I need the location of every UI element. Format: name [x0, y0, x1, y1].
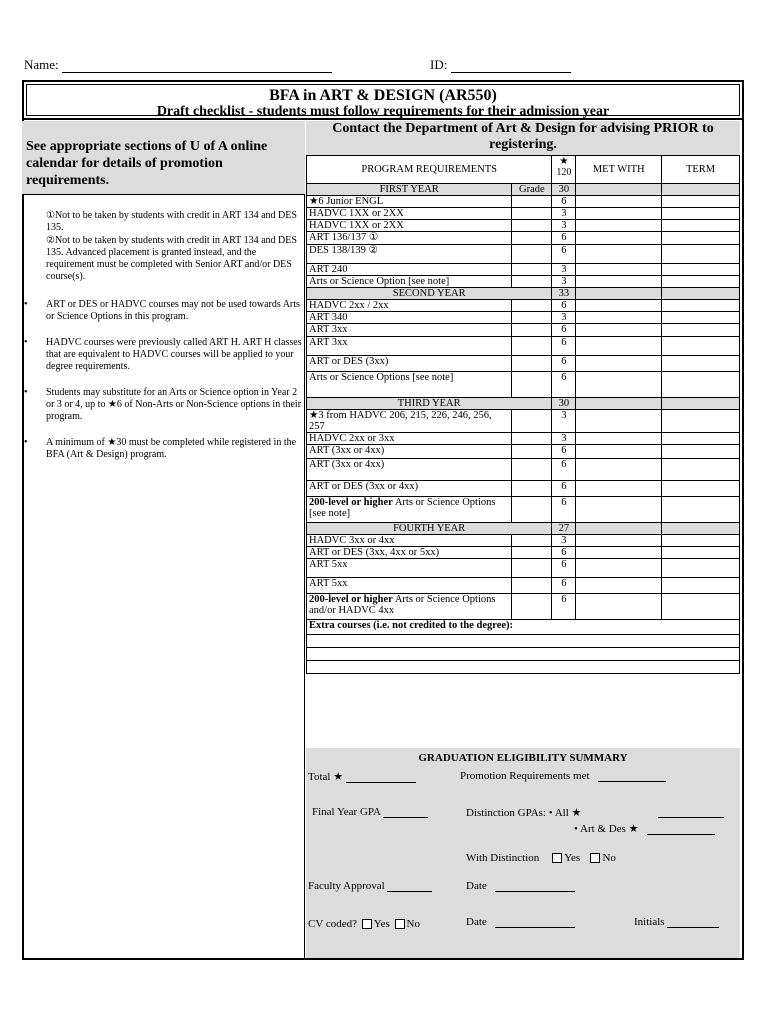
distinction-gpas: Distinction GPAs: • All ★ — [466, 807, 582, 819]
grade-cell[interactable] — [512, 481, 552, 497]
requirement-name: ART or DES (3xx or 4xx) — [307, 481, 512, 497]
term-cell[interactable] — [662, 459, 740, 481]
requirement-name: ART 240 — [307, 264, 512, 276]
requirement-name: ART 5xx — [307, 559, 512, 578]
term-cell[interactable] — [662, 497, 740, 523]
term-cell[interactable] — [662, 232, 740, 245]
with-distinction: With Distinction Yes No — [466, 852, 616, 864]
grade-cell[interactable] — [512, 459, 552, 481]
requirement-row — [307, 481, 740, 497]
term-cell[interactable] — [662, 337, 740, 356]
credits-cell: 6 — [552, 547, 576, 559]
requirement-name: HADVC 1XX or 2XX — [307, 208, 512, 220]
credits-cell: 6 — [552, 459, 576, 481]
met-with-cell[interactable] — [576, 220, 662, 232]
requirement-row — [307, 208, 740, 220]
requirement-name: ART 340 — [307, 312, 512, 324]
credits-cell: 3 — [552, 312, 576, 324]
term-cell[interactable] — [662, 245, 740, 264]
met-with-cell[interactable] — [576, 337, 662, 356]
credits-cell: 6 — [552, 559, 576, 578]
star-icon: ★ — [559, 156, 569, 167]
cv-date-field[interactable]: Date — [466, 916, 575, 928]
met-with-cell[interactable] — [576, 196, 662, 208]
requirements-table — [306, 155, 740, 674]
grade-cell[interactable] — [512, 196, 552, 208]
requirement-name: Arts or Science Options [see note] — [307, 372, 512, 398]
met-with-cell[interactable] — [576, 535, 662, 547]
requirement-name: ART (3xx or 4xx) — [307, 445, 512, 459]
requirement-name: HADVC 1XX or 2XX — [307, 220, 512, 232]
met-with-cell[interactable] — [576, 300, 662, 312]
requirement-row — [307, 264, 740, 276]
grade-cell[interactable] — [512, 547, 552, 559]
grade-cell[interactable] — [512, 220, 552, 232]
credits-cell: 3 — [552, 208, 576, 220]
term-cell[interactable] — [662, 547, 740, 559]
section-header-third-year — [307, 398, 740, 410]
met-with-cell[interactable] — [576, 445, 662, 459]
graduation-summary — [306, 748, 740, 958]
grade-cell[interactable] — [512, 232, 552, 245]
section-total: 33 — [552, 288, 576, 300]
term-cell[interactable] — [662, 196, 740, 208]
met-with-cell[interactable] — [576, 481, 662, 497]
section-total: 27 — [552, 523, 576, 535]
met-with-cell[interactable] — [576, 433, 662, 445]
title-box — [22, 80, 744, 120]
requirement-row — [307, 337, 740, 356]
met-with-cell[interactable] — [576, 559, 662, 578]
note-2: ②Not to be taken by students with credit in ART 134 and DES 135. Advanced placement is granted instead, and the requirement must be completed with Senior ART and/or DES course(s). — [46, 235, 297, 282]
credits-cell: 3 — [552, 220, 576, 232]
requirement-row — [307, 372, 740, 398]
term-cell[interactable] — [662, 594, 740, 620]
extra-courses-row — [307, 620, 740, 635]
grade-cell[interactable] — [512, 208, 552, 220]
id-field[interactable] — [430, 57, 571, 73]
grade-cell[interactable] — [512, 276, 552, 288]
distinction-no-checkbox[interactable] — [590, 853, 600, 863]
bullet-3: • Students may substitute for an Arts or Science option in Year 2 or 3 or 4, up to ★6 of Non-Arts or Non-Science options in their program. — [24, 387, 304, 423]
distinction-yes-checkbox[interactable] — [552, 853, 562, 863]
term-cell[interactable] — [662, 220, 740, 232]
name-field[interactable] — [24, 57, 332, 73]
term-cell[interactable] — [662, 445, 740, 459]
grade-cell[interactable] — [512, 264, 552, 276]
section-label: SECOND YEAR — [307, 288, 552, 300]
term-cell[interactable] — [662, 264, 740, 276]
col-credits: ★ 120 — [552, 156, 576, 184]
extra-courses-label: Extra courses (i.e. not credited to the degree): — [307, 620, 740, 635]
requirement-row — [307, 220, 740, 232]
requirement-name: ART 5xx — [307, 578, 512, 594]
met-with-cell[interactable] — [576, 410, 662, 433]
term-cell[interactable] — [662, 300, 740, 312]
art-des-field[interactable]: • Art & Des ★ — [574, 822, 715, 835]
requirement-name: HADVC 3xx or 4xx — [307, 535, 512, 547]
cv-no-checkbox[interactable] — [395, 919, 405, 929]
requirement-name: ART or DES (3xx, 4xx or 5xx) — [307, 547, 512, 559]
requirement-row — [307, 324, 740, 337]
name-label: Name: — [24, 57, 59, 72]
section-label: FIRST YEAR — [307, 184, 512, 196]
credits-cell: 6 — [552, 481, 576, 497]
credits-cell: 6 — [552, 578, 576, 594]
requirement-row — [307, 196, 740, 208]
requirement-row — [307, 312, 740, 324]
summary-title: GRADUATION ELIGIBILITY SUMMARY — [418, 752, 628, 764]
met-with-cell[interactable] — [576, 208, 662, 220]
term-cell[interactable] — [662, 372, 740, 398]
requirement-row — [307, 459, 740, 481]
requirement-row — [307, 535, 740, 547]
bullet-4: • A minimum of ★30 must be completed while registered in the BFA (Art & Design) program. — [24, 437, 304, 461]
credits-cell: 6 — [552, 372, 576, 398]
faculty-approval-field[interactable]: Faculty Approval — [308, 880, 432, 892]
cv-coded: CV coded? Yes No — [308, 918, 420, 930]
term-cell[interactable] — [662, 312, 740, 324]
met-with-cell[interactable] — [576, 245, 662, 264]
term-cell[interactable] — [662, 410, 740, 433]
requirement-row — [307, 433, 740, 445]
left-heading: See appropriate sections of U of A online calendar for details of promotion requirements. — [26, 139, 268, 188]
met-with-cell[interactable] — [576, 459, 662, 481]
credits-cell: 6 — [552, 232, 576, 245]
page-subtitle: Draft checklist - students must follow requirements for their admission year — [156, 104, 610, 119]
notes — [24, 210, 304, 470]
requirement-row — [307, 445, 740, 459]
grade-cell[interactable] — [512, 372, 552, 398]
faculty-date-field[interactable]: Date — [466, 880, 575, 892]
credits-cell: 3 — [552, 264, 576, 276]
term-cell[interactable] — [662, 356, 740, 372]
credits-cell: 6 — [552, 337, 576, 356]
section-total: 30 — [552, 184, 576, 196]
grade-cell[interactable] — [512, 245, 552, 264]
grade-cell[interactable] — [512, 433, 552, 445]
met-with-cell[interactable] — [576, 264, 662, 276]
met-with-cell[interactable] — [576, 372, 662, 398]
requirement-row — [307, 410, 740, 433]
met-with-cell[interactable] — [576, 578, 662, 594]
requirement-name: 200-level or higher Arts or Science Options and/or HADVC 4xx — [307, 594, 512, 620]
grade-cell[interactable] — [512, 337, 552, 356]
section-label: FOURTH YEAR — [307, 523, 552, 535]
requirement-name: HADVC 2xx or 3xx — [307, 433, 512, 445]
id-label: ID: — [430, 57, 448, 72]
term-cell[interactable] — [662, 324, 740, 337]
grade-cell[interactable] — [512, 300, 552, 312]
credits-cell: 6 — [552, 300, 576, 312]
credits-cell: 6 — [552, 445, 576, 459]
page-title: BFA in ART & DESIGN (AR550) — [269, 87, 497, 104]
grade-cell[interactable] — [512, 578, 552, 594]
requirement-name: 200-level or higher Arts or Science Options [see note] — [307, 497, 512, 523]
grade-cell[interactable] — [512, 356, 552, 372]
note-1: ①Not to be taken by students with credit in ART 134 and DES 135. — [46, 210, 297, 233]
requirement-name: Arts or Science Option [see note] — [307, 276, 512, 288]
requirement-row — [307, 232, 740, 245]
cv-yes-checkbox[interactable] — [362, 919, 372, 929]
grade-cell[interactable] — [512, 594, 552, 620]
left-heading-box — [22, 121, 305, 195]
section-header-first-year — [307, 184, 740, 196]
credits-cell: 6 — [552, 594, 576, 620]
section-header-fourth-year — [307, 523, 740, 535]
met-with-cell[interactable] — [576, 547, 662, 559]
credits-cell: 6 — [552, 356, 576, 372]
col-met-with: MET WITH — [576, 156, 662, 184]
requirement-name: ART 3xx — [307, 324, 512, 337]
extra-course-line[interactable] — [307, 648, 740, 661]
requirement-name: HADVC 2xx / 2xx — [307, 300, 512, 312]
credits-cell: 3 — [552, 433, 576, 445]
credits-cell: 6 — [552, 245, 576, 264]
section-label: THIRD YEAR — [307, 398, 552, 410]
requirement-name: ART (3xx or 4xx) — [307, 459, 512, 481]
all-field[interactable] — [658, 806, 724, 818]
met-with-cell[interactable] — [576, 276, 662, 288]
section-total: 30 — [552, 398, 576, 410]
bullet-1: • ART or DES or HADVC courses may not be used towards Arts or Science Options in this program. — [24, 299, 304, 323]
gpa-field[interactable]: Final Year GPA — [312, 806, 428, 818]
col-term: TERM — [662, 156, 740, 184]
requirement-row — [307, 547, 740, 559]
grade-cell[interactable] — [512, 410, 552, 433]
term-cell[interactable] — [662, 559, 740, 578]
requirement-row — [307, 300, 740, 312]
bullet-2: • HADVC courses were previously called ART H. ART H classes that are equivalent to HADVC courses will be applied to your degree requirements. — [24, 337, 304, 373]
credits-cell: 6 — [552, 497, 576, 523]
met-with-cell[interactable] — [576, 594, 662, 620]
credits-cell: 3 — [552, 276, 576, 288]
requirement-row — [307, 356, 740, 372]
term-cell[interactable] — [662, 208, 740, 220]
grade-cell[interactable] — [512, 559, 552, 578]
grade-header: Grade — [512, 184, 552, 196]
met-with-cell[interactable] — [576, 497, 662, 523]
requirement-row — [307, 578, 740, 594]
met-with-cell[interactable] — [576, 312, 662, 324]
requirement-name: DES 138/139 ② — [307, 245, 512, 264]
requirement-row — [307, 559, 740, 578]
promotion-field[interactable]: Promotion Requirements met — [460, 770, 666, 782]
term-cell[interactable] — [662, 535, 740, 547]
requirement-name: ART or DES (3xx) — [307, 356, 512, 372]
section-header-second-year — [307, 288, 740, 300]
requirement-name: ★6 Junior ENGL — [307, 196, 512, 208]
requirement-row — [307, 497, 740, 523]
credits-cell: 6 — [552, 196, 576, 208]
requirement-name: ART 136/137 ① — [307, 232, 512, 245]
contact-note: Contact the Department of Art & Design for advising PRIOR to registering. — [306, 121, 740, 155]
grade-cell[interactable] — [512, 535, 552, 547]
requirement-name: ★3 from HADVC 206, 215, 226, 246, 256, 257 — [307, 410, 512, 433]
requirement-row — [307, 594, 740, 620]
grade-cell[interactable] — [512, 497, 552, 523]
met-with-cell[interactable] — [576, 324, 662, 337]
term-cell[interactable] — [662, 276, 740, 288]
initials-field[interactable]: Initials — [634, 916, 719, 928]
term-cell[interactable] — [662, 481, 740, 497]
term-cell[interactable] — [662, 433, 740, 445]
requirement-name: ART 3xx — [307, 337, 512, 356]
met-with-cell[interactable] — [576, 232, 662, 245]
grade-cell[interactable] — [512, 324, 552, 337]
col-program: PROGRAM REQUIREMENTS — [307, 156, 552, 184]
requirement-row — [307, 276, 740, 288]
met-with-cell[interactable] — [576, 356, 662, 372]
total-field[interactable]: Total ★ — [308, 770, 416, 783]
term-cell[interactable] — [662, 578, 740, 594]
extra-course-line[interactable] — [307, 661, 740, 674]
extra-course-line[interactable] — [307, 635, 740, 648]
grade-cell[interactable] — [512, 445, 552, 459]
credits-cell: 3 — [552, 535, 576, 547]
credits-cell: 3 — [552, 410, 576, 433]
requirement-row — [307, 245, 740, 264]
grade-cell[interactable] — [512, 312, 552, 324]
credits-cell: 6 — [552, 324, 576, 337]
